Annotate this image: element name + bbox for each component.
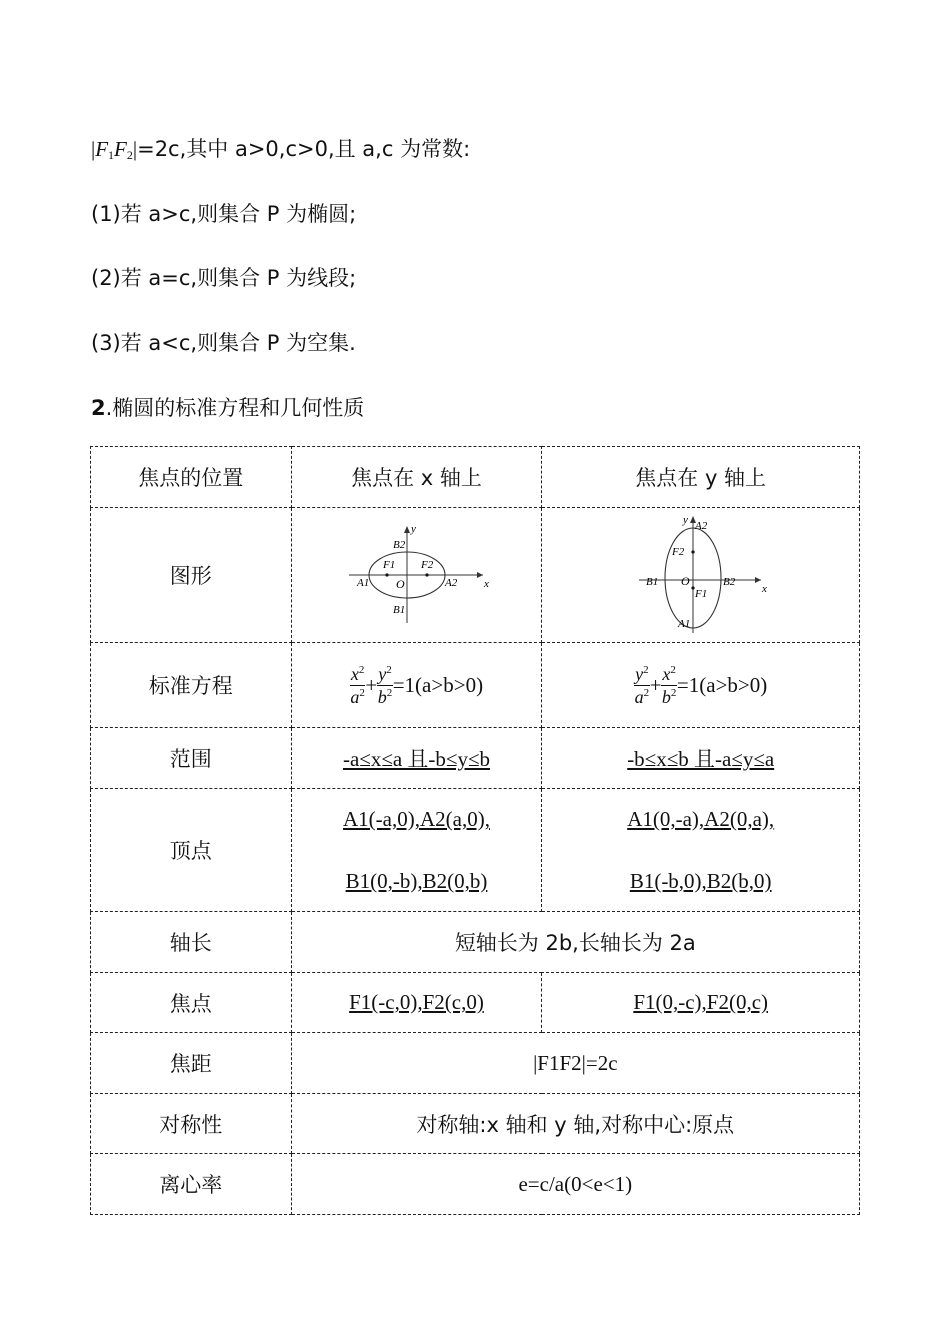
section-number: 2 — [91, 396, 106, 420]
row-label-vertices: 顶点 — [91, 789, 292, 912]
vertices-x-axis — [291, 789, 542, 912]
diag2-F1: F1 — [694, 588, 707, 600]
row-foci — [91, 973, 860, 1033]
intro-case-3: (3)若 a<c,则集合 P 为空集. — [91, 331, 356, 355]
diag1-B1: B1 — [393, 603, 406, 616]
header-position: 焦点的位置 — [91, 447, 292, 508]
vertices-x-line-1: A1(-a,0),A2(a,0), — [343, 807, 490, 831]
intro-line-0: $|F_1F_2|=2c$,其中 a>0,c>0,且 a,c 为常数: — [91, 137, 471, 162]
header-x-axis: 焦点在 x 轴上 — [291, 447, 542, 508]
fraction-y2-b2: $\frac{y^2}{b^2}$ — [377, 663, 393, 707]
figure-y-axis-cell — [542, 508, 860, 643]
fraction-x2-a2: $\frac{x^2}{a^2}$ — [350, 663, 365, 707]
diag2-F2: F2 — [671, 546, 684, 558]
intro-case-2: (2)若 a=c,则集合 P 为线段; — [91, 266, 357, 290]
row-equation — [91, 643, 860, 728]
equation-x-axis: $\frac{x^2}{a^2}$ + $\frac{y^2}{b^2}$ =1(a>b>0) — [291, 643, 542, 728]
table-header-row — [91, 447, 860, 508]
row-symmetry — [91, 1094, 860, 1154]
focal-distance-value: |F1F2|=2c — [291, 1033, 859, 1094]
header-y-axis: 焦点在 y 轴上 — [542, 447, 860, 508]
row-label-axis: 轴长 — [91, 912, 292, 973]
row-vertices — [91, 789, 860, 912]
row-label-eccentricity: 离心率 — [91, 1154, 292, 1215]
foci-x-axis: F1(-c,0),F2(c,0) — [291, 973, 542, 1033]
diag2-B1: B1 — [645, 576, 658, 588]
vertices-y-line-1: A1(0,-a),A2(0,a), — [627, 807, 775, 831]
equation-x-condition: =1(a>b>0) — [392, 672, 484, 697]
diag1-F1: F1 — [383, 558, 396, 571]
diag2-A2: A2 — [694, 520, 707, 532]
section-heading — [91, 394, 364, 422]
diag2-x-label: x — [761, 583, 767, 595]
diag1-origin: O — [396, 576, 406, 591]
vertices-y-line-2: B1(-b,0),B2(b,0) — [629, 869, 772, 893]
intro-case-1: (1)若 a>c,则集合 P 为椭圆; — [91, 202, 357, 226]
row-label-equation: 标准方程 — [91, 643, 292, 728]
diag1-y-label: y — [411, 522, 417, 535]
equation-y-axis: $\frac{y^2}{a^2}$ + $\frac{x^2}{b^2}$ =1(a>b>0) — [542, 643, 860, 728]
figure-x-axis-cell — [291, 508, 542, 643]
row-label-range: 范围 — [91, 728, 292, 789]
symmetry-value: 对称轴:x 轴和 y 轴,对称中心:原点 — [291, 1094, 859, 1154]
diag1-A2: A2 — [445, 576, 458, 589]
ellipse-y-axis-diagram — [631, 515, 771, 635]
fraction-y2-a2: $\frac{y^2}{a^2}$ — [634, 663, 650, 707]
diag2-y-label: y — [682, 515, 688, 526]
diag1-A1: A1 — [357, 576, 370, 589]
diag2-A1: A1 — [677, 618, 690, 630]
fraction-x2-b2: $\frac{x^2}{b^2}$ — [661, 663, 677, 707]
eccentricity-value: e=c/a(0<e<1) — [291, 1154, 859, 1215]
row-label-figure: 图形 — [91, 508, 292, 643]
foci-y-axis: F1(0,-c),F2(0,c) — [542, 973, 860, 1033]
row-label-focal-distance: 焦距 — [91, 1033, 292, 1094]
row-focal-distance — [91, 1033, 860, 1094]
row-label-foci: 焦点 — [91, 973, 292, 1033]
vertices-y-axis — [542, 789, 860, 912]
diag1-x-label: x — [484, 577, 490, 590]
section-title: .椭圆的标准方程和几何性质 — [105, 396, 365, 420]
row-label-symmetry: 对称性 — [91, 1094, 292, 1154]
diag1-B2: B2 — [393, 538, 406, 551]
ellipse-properties-table — [90, 446, 860, 1215]
range-y-axis: -b≤x≤b 且-a≤y≤a — [542, 728, 860, 789]
vertices-x-line-2: B1(0,-b),B2(0,b) — [345, 869, 488, 893]
row-range — [91, 728, 860, 789]
row-eccentricity — [91, 1154, 860, 1215]
equation-y-condition: =1(a>b>0) — [676, 672, 768, 697]
axis-length-value: 短轴长为 2b,长轴长为 2a — [291, 912, 859, 973]
row-axis-length — [91, 912, 860, 973]
intro-line-0-tail: =2c,其中 a>0,c>0,且 a,c 为常数: — [137, 137, 471, 161]
diag1-F2: F2 — [421, 558, 434, 571]
row-figure — [91, 508, 860, 643]
diag2-B2: B2 — [722, 576, 735, 588]
ellipse-x-axis-diagram — [341, 523, 491, 628]
range-x-axis: -a≤x≤a 且-b≤y≤b — [291, 728, 542, 789]
diag2-origin: O — [680, 574, 690, 588]
